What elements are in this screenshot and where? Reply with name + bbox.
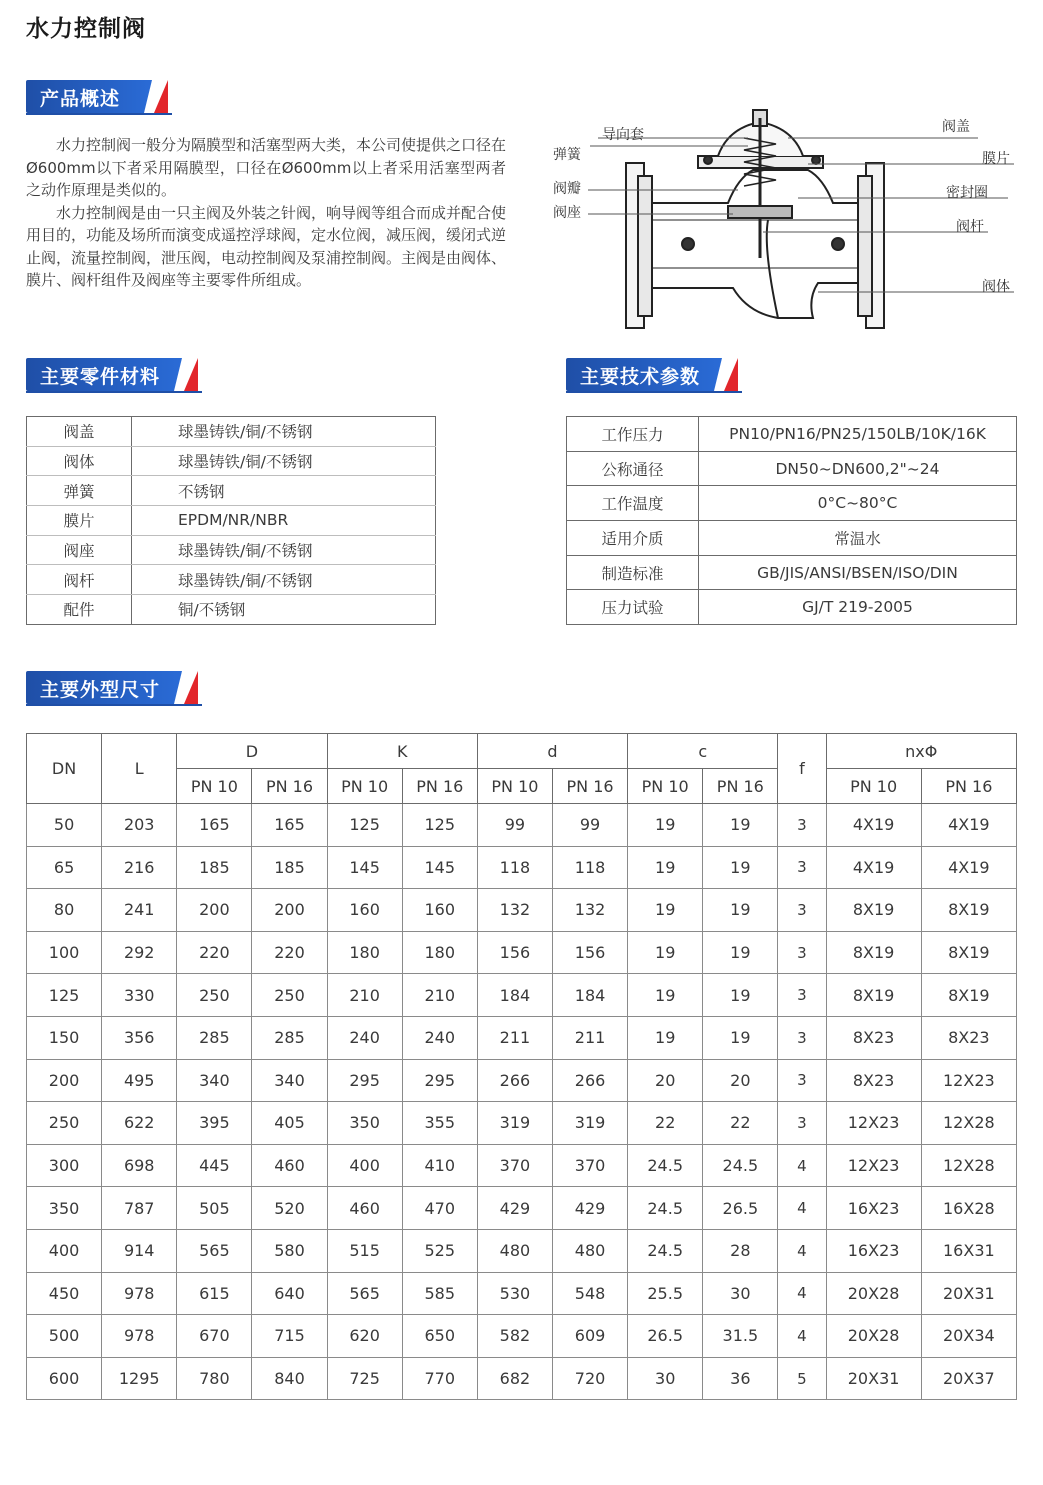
dimension-cell: 200	[27, 1059, 102, 1102]
dimension-row	[27, 974, 1017, 1017]
dimension-cell: 914	[102, 1229, 177, 1272]
dimension-cell: 185	[177, 846, 252, 889]
dimension-cell: 36	[703, 1357, 778, 1400]
dimension-cell: 787	[102, 1187, 177, 1230]
materials-row	[27, 535, 436, 565]
dimension-cell: 19	[703, 846, 778, 889]
header-dn: DN	[27, 734, 102, 804]
dimension-row	[27, 931, 1017, 974]
tech-value: DN50~DN600,2"~24	[699, 451, 1017, 486]
dimension-cell: 978	[102, 1315, 177, 1358]
header-D: D	[177, 734, 327, 769]
dimension-cell: 370	[552, 1144, 627, 1187]
dimension-cell: 8X23	[826, 1016, 921, 1059]
dimension-cell: 165	[177, 804, 252, 847]
dimension-cell: 180	[327, 931, 402, 974]
dimension-cell: 582	[477, 1315, 552, 1358]
dimension-cell: 266	[552, 1059, 627, 1102]
dimension-cell: 770	[402, 1357, 477, 1400]
dimension-cell: 211	[477, 1016, 552, 1059]
dimension-cell: 340	[252, 1059, 327, 1102]
material-part: 膜片	[27, 506, 132, 536]
dimension-cell: 615	[177, 1272, 252, 1315]
dimension-cell: 840	[252, 1357, 327, 1400]
dimension-row	[27, 889, 1017, 932]
dimension-cell: 145	[402, 846, 477, 889]
material-part: 阀盖	[27, 417, 132, 447]
tech-key: 公称通径	[567, 451, 699, 486]
tech-row	[567, 451, 1017, 486]
dimension-cell: 19	[628, 804, 703, 847]
dimension-cell: 19	[628, 846, 703, 889]
dimension-row	[27, 804, 1017, 847]
material-part: 配件	[27, 595, 132, 625]
dimension-cell: 203	[102, 804, 177, 847]
tech-row	[567, 417, 1017, 452]
dimension-cell: 8X19	[921, 974, 1016, 1017]
dimension-cell: 8X19	[826, 889, 921, 932]
dimension-cell: 19	[703, 974, 778, 1017]
dimension-cell: 30	[703, 1272, 778, 1315]
dimension-cell: 500	[27, 1315, 102, 1358]
overview-paragraph: 水力控制阀一般分为隔膜型和活塞型两大类，本公司使提供之口径在Ø600mm以下者采用隔膜型，口径在Ø600mm以上者采用活塞型两者之动作原理是类似的。	[26, 136, 507, 199]
diagram-label-bonnet: 阀盖	[942, 119, 970, 135]
dimension-cell: 3	[778, 1016, 826, 1059]
dimension-cell: 22	[628, 1102, 703, 1145]
dimension-cell: 20X31	[921, 1272, 1016, 1315]
tech-key: 工作压力	[567, 417, 699, 452]
dimension-cell: 370	[477, 1144, 552, 1187]
dimension-cell: 20X31	[826, 1357, 921, 1400]
dimension-cell: 19	[703, 931, 778, 974]
tech-params-table	[566, 416, 1017, 625]
valve-cross-section-diagram	[548, 108, 1018, 338]
dimension-cell: 8X19	[921, 931, 1016, 974]
dimension-cell: 99	[552, 804, 627, 847]
material-value: 球墨铸铁/铜/不锈钢	[132, 565, 436, 595]
dimension-cell: 16X31	[921, 1229, 1016, 1272]
dimension-cell: 4X19	[826, 804, 921, 847]
header-pn10: PN 10	[477, 769, 552, 804]
dimension-cell: 22	[703, 1102, 778, 1145]
page-title: 水力控制阀	[26, 16, 146, 42]
header-pn16: PN 16	[552, 769, 627, 804]
dimension-cell: 19	[628, 974, 703, 1017]
dimension-cell: 65	[27, 846, 102, 889]
material-value: 铜/不锈钢	[132, 595, 436, 625]
overview-paragraph: 水力控制阀是由一只主阀及外装之针阀，响导阀等组合而成并配合使用目的，功能及场所而演变成遥控浮球阀，定水位阀，减压阀，缓闭式逆止阀，流量控制阀，泄压阀，电动控制阀及泵浦控制阀。主阀是由阀体、膜片、阀杆组件及阀座等主要零件所组成。	[26, 203, 507, 289]
tech-value: GB/JIS/ANSI/BSEN/ISO/DIN	[699, 555, 1017, 590]
dimension-cell: 12X28	[921, 1102, 1016, 1145]
dimension-cell: 620	[327, 1315, 402, 1358]
dimension-cell: 99	[477, 804, 552, 847]
tech-row	[567, 590, 1017, 625]
dimension-cell: 20X28	[826, 1315, 921, 1358]
dimension-cell: 4	[778, 1229, 826, 1272]
tech-key: 压力试验	[567, 590, 699, 625]
diagram-label-diaphragm: 膜片	[982, 151, 1010, 167]
dimension-cell: 19	[628, 931, 703, 974]
material-part: 阀体	[27, 446, 132, 476]
dimension-cell: 4	[778, 1187, 826, 1230]
header-pn10: PN 10	[628, 769, 703, 804]
dimension-cell: 350	[27, 1187, 102, 1230]
dimension-cell: 720	[552, 1357, 627, 1400]
material-part: 阀座	[27, 535, 132, 565]
header-l: L	[102, 734, 177, 804]
dimension-cell: 132	[477, 889, 552, 932]
dimension-cell: 480	[552, 1229, 627, 1272]
dimension-cell: 240	[402, 1016, 477, 1059]
dimension-cell: 216	[102, 846, 177, 889]
dimensions-table	[26, 733, 1017, 1400]
dimension-cell: 80	[27, 889, 102, 932]
tech-key: 工作温度	[567, 486, 699, 521]
dimension-cell: 4	[778, 1144, 826, 1187]
dimension-cell: 156	[477, 931, 552, 974]
dimension-cell: 210	[402, 974, 477, 1017]
dimension-cell: 460	[252, 1144, 327, 1187]
dimension-cell: 160	[327, 889, 402, 932]
dimension-cell: 400	[27, 1229, 102, 1272]
dimension-cell: 3	[778, 889, 826, 932]
dimension-cell: 12X23	[826, 1144, 921, 1187]
dimension-cell: 585	[402, 1272, 477, 1315]
dimension-cell: 26.5	[628, 1315, 703, 1358]
dimension-cell: 26.5	[703, 1187, 778, 1230]
dimension-cell: 395	[177, 1102, 252, 1145]
diagram-label-disc: 阀瓣	[553, 181, 581, 197]
dimension-cell: 525	[402, 1229, 477, 1272]
materials-row	[27, 565, 436, 595]
dimension-cell: 450	[27, 1272, 102, 1315]
dimension-cell: 12X28	[921, 1144, 1016, 1187]
dimension-cell: 16X28	[921, 1187, 1016, 1230]
dimension-cell: 520	[252, 1187, 327, 1230]
dimension-cell: 20	[628, 1059, 703, 1102]
dimension-cell: 266	[477, 1059, 552, 1102]
diagram-label-seal-ring: 密封圈	[946, 185, 988, 201]
dimension-cell: 400	[327, 1144, 402, 1187]
dimension-row	[27, 1059, 1017, 1102]
section-title: 主要零件材料	[40, 366, 161, 388]
dimension-cell: 622	[102, 1102, 177, 1145]
header-K: K	[327, 734, 477, 769]
tech-key: 适用介质	[567, 521, 699, 556]
dimension-cell: 210	[327, 974, 402, 1017]
dimension-cell: 118	[477, 846, 552, 889]
dimension-cell: 20X34	[921, 1315, 1016, 1358]
dimension-cell: 292	[102, 931, 177, 974]
dimension-cell: 24.5	[628, 1229, 703, 1272]
dimension-cell: 565	[327, 1272, 402, 1315]
dimension-cell: 19	[703, 1016, 778, 1059]
dimension-cell: 184	[552, 974, 627, 1017]
dimension-row	[27, 1272, 1017, 1315]
dimension-cell: 200	[252, 889, 327, 932]
dimension-cell: 4X19	[921, 804, 1016, 847]
dimension-cell: 150	[27, 1016, 102, 1059]
dimension-cell: 19	[703, 804, 778, 847]
header-pn10: PN 10	[826, 769, 921, 804]
dimension-cell: 405	[252, 1102, 327, 1145]
dimension-cell: 978	[102, 1272, 177, 1315]
dimension-cell: 429	[552, 1187, 627, 1230]
dimension-cell: 250	[177, 974, 252, 1017]
dimension-row	[27, 1144, 1017, 1187]
dimension-cell: 240	[327, 1016, 402, 1059]
dimension-cell: 495	[102, 1059, 177, 1102]
header-pn16: PN 16	[402, 769, 477, 804]
material-value: 球墨铸铁/铜/不锈钢	[132, 417, 436, 447]
dimension-cell: 295	[327, 1059, 402, 1102]
dimension-cell: 185	[252, 846, 327, 889]
header-pn10: PN 10	[177, 769, 252, 804]
dimension-cell: 470	[402, 1187, 477, 1230]
dimension-cell: 100	[27, 931, 102, 974]
dimension-row	[27, 846, 1017, 889]
dimension-cell: 220	[177, 931, 252, 974]
dimension-row	[27, 1016, 1017, 1059]
dimension-cell: 250	[27, 1102, 102, 1145]
dimension-cell: 295	[402, 1059, 477, 1102]
dimension-cell: 3	[778, 846, 826, 889]
tech-row	[567, 486, 1017, 521]
dimension-cell: 211	[552, 1016, 627, 1059]
dimension-cell: 28	[703, 1229, 778, 1272]
dimension-cell: 50	[27, 804, 102, 847]
dimension-cell: 445	[177, 1144, 252, 1187]
dimension-cell: 125	[402, 804, 477, 847]
dimension-cell: 480	[477, 1229, 552, 1272]
dimension-cell: 12X23	[826, 1102, 921, 1145]
dimension-cell: 600	[27, 1357, 102, 1400]
header-c: c	[628, 734, 778, 769]
dimension-cell: 250	[252, 974, 327, 1017]
section-header-overview	[26, 80, 172, 113]
dimension-cell: 8X23	[921, 1016, 1016, 1059]
dimension-cell: 356	[102, 1016, 177, 1059]
materials-row	[27, 595, 436, 625]
dimension-cell: 25.5	[628, 1272, 703, 1315]
dimension-cell: 12X23	[921, 1059, 1016, 1102]
dimension-cell: 429	[477, 1187, 552, 1230]
dimension-cell: 19	[703, 889, 778, 932]
dimension-cell: 3	[778, 1102, 826, 1145]
section-title: 主要技术参数	[580, 366, 701, 388]
dimension-cell: 8X23	[826, 1059, 921, 1102]
dimension-row	[27, 1357, 1017, 1400]
dimension-cell: 31.5	[703, 1315, 778, 1358]
diagram-label-stem: 阀杆	[956, 219, 984, 235]
tech-key: 制造标准	[567, 555, 699, 590]
dimension-cell: 640	[252, 1272, 327, 1315]
dimension-cell: 24.5	[628, 1144, 703, 1187]
material-value: 球墨铸铁/铜/不锈钢	[132, 446, 436, 476]
dimension-cell: 515	[327, 1229, 402, 1272]
section-header-dimensions	[26, 671, 202, 704]
dimension-cell: 118	[552, 846, 627, 889]
header-d: d	[477, 734, 627, 769]
dimension-cell: 145	[327, 846, 402, 889]
dimension-cell: 8X19	[826, 931, 921, 974]
dimension-row	[27, 1102, 1017, 1145]
dimension-cell: 548	[552, 1272, 627, 1315]
tech-value: 常温水	[699, 521, 1017, 556]
dimension-cell: 8X19	[921, 889, 1016, 932]
section-title: 产品概述	[40, 88, 121, 110]
material-part: 阀杆	[27, 565, 132, 595]
dimension-cell: 16X23	[826, 1229, 921, 1272]
header-pn16: PN 16	[921, 769, 1016, 804]
section-header-materials	[26, 358, 202, 391]
dimension-cell: 4	[778, 1315, 826, 1358]
dimension-cell: 8X19	[826, 974, 921, 1017]
materials-row	[27, 506, 436, 536]
material-value: EPDM/NR/NBR	[132, 506, 436, 536]
dimension-cell: 300	[27, 1144, 102, 1187]
dimension-cell: 4X19	[921, 846, 1016, 889]
diagram-label-spring: 弹簧	[553, 147, 581, 163]
dimension-cell: 3	[778, 931, 826, 974]
header-pn16: PN 16	[703, 769, 778, 804]
dimension-cell: 505	[177, 1187, 252, 1230]
dimension-cell: 3	[778, 974, 826, 1017]
dimension-cell: 682	[477, 1357, 552, 1400]
diagram-label-seat: 阀座	[553, 205, 581, 221]
dimension-cell: 285	[252, 1016, 327, 1059]
materials-row	[27, 476, 436, 506]
dimension-cell: 156	[552, 931, 627, 974]
dimension-row	[27, 1315, 1017, 1358]
dimension-cell: 460	[327, 1187, 402, 1230]
dimension-cell: 180	[402, 931, 477, 974]
header-nx: nxΦ	[826, 734, 1017, 769]
dimension-cell: 5	[778, 1357, 826, 1400]
dimension-row	[27, 1187, 1017, 1230]
header-f: f	[778, 734, 826, 804]
overview-text	[26, 134, 506, 292]
dimension-cell: 410	[402, 1144, 477, 1187]
dimension-cell: 565	[177, 1229, 252, 1272]
material-value: 不锈钢	[132, 476, 436, 506]
section-header-tech	[566, 358, 742, 391]
dimension-cell: 125	[327, 804, 402, 847]
tech-row	[567, 521, 1017, 556]
dimension-cell: 650	[402, 1315, 477, 1358]
dimension-cell: 125	[27, 974, 102, 1017]
dimension-cell: 340	[177, 1059, 252, 1102]
dimension-cell: 4	[778, 1272, 826, 1315]
diagram-label-body: 阀体	[982, 279, 1010, 295]
materials-row	[27, 417, 436, 447]
dimension-cell: 350	[327, 1102, 402, 1145]
dimension-cell: 184	[477, 974, 552, 1017]
dimension-cell: 725	[327, 1357, 402, 1400]
dimension-cell: 1295	[102, 1357, 177, 1400]
dimension-cell: 670	[177, 1315, 252, 1358]
dimension-cell: 24.5	[628, 1187, 703, 1230]
dimension-cell: 241	[102, 889, 177, 932]
dimension-cell: 16X23	[826, 1187, 921, 1230]
dimension-cell: 319	[477, 1102, 552, 1145]
dimension-cell: 715	[252, 1315, 327, 1358]
dimension-cell: 132	[552, 889, 627, 932]
dimension-cell: 30	[628, 1357, 703, 1400]
dimension-cell: 319	[552, 1102, 627, 1145]
dimension-cell: 355	[402, 1102, 477, 1145]
tech-value: PN10/PN16/PN25/150LB/10K/16K	[699, 417, 1017, 452]
dimension-cell: 580	[252, 1229, 327, 1272]
dimension-cell: 3	[778, 1059, 826, 1102]
material-part: 弹簧	[27, 476, 132, 506]
dimension-cell: 20X28	[826, 1272, 921, 1315]
dimension-cell: 19	[628, 1016, 703, 1059]
section-title: 主要外型尺寸	[40, 679, 161, 701]
dimension-cell: 200	[177, 889, 252, 932]
dimension-cell: 3	[778, 804, 826, 847]
dimension-cell: 4X19	[826, 846, 921, 889]
dimension-cell: 20X37	[921, 1357, 1016, 1400]
header-pn10: PN 10	[327, 769, 402, 804]
dimension-cell: 330	[102, 974, 177, 1017]
materials-row	[27, 446, 436, 476]
dimension-cell: 609	[552, 1315, 627, 1358]
dimension-cell: 20	[703, 1059, 778, 1102]
dimension-cell: 19	[628, 889, 703, 932]
dimension-cell: 530	[477, 1272, 552, 1315]
diagram-label-guide-sleeve: 导向套	[602, 127, 644, 143]
dimension-cell: 220	[252, 931, 327, 974]
material-value: 球墨铸铁/铜/不锈钢	[132, 535, 436, 565]
tech-value: GJ/T 219-2005	[699, 590, 1017, 625]
tech-value: 0°C~80°C	[699, 486, 1017, 521]
dimension-cell: 165	[252, 804, 327, 847]
tech-row	[567, 555, 1017, 590]
dimension-row	[27, 1229, 1017, 1272]
materials-table	[26, 416, 436, 625]
dimension-cell: 780	[177, 1357, 252, 1400]
header-pn16: PN 16	[252, 769, 327, 804]
dimension-cell: 698	[102, 1144, 177, 1187]
dimension-cell: 160	[402, 889, 477, 932]
dimension-cell: 285	[177, 1016, 252, 1059]
dimension-cell: 24.5	[703, 1144, 778, 1187]
